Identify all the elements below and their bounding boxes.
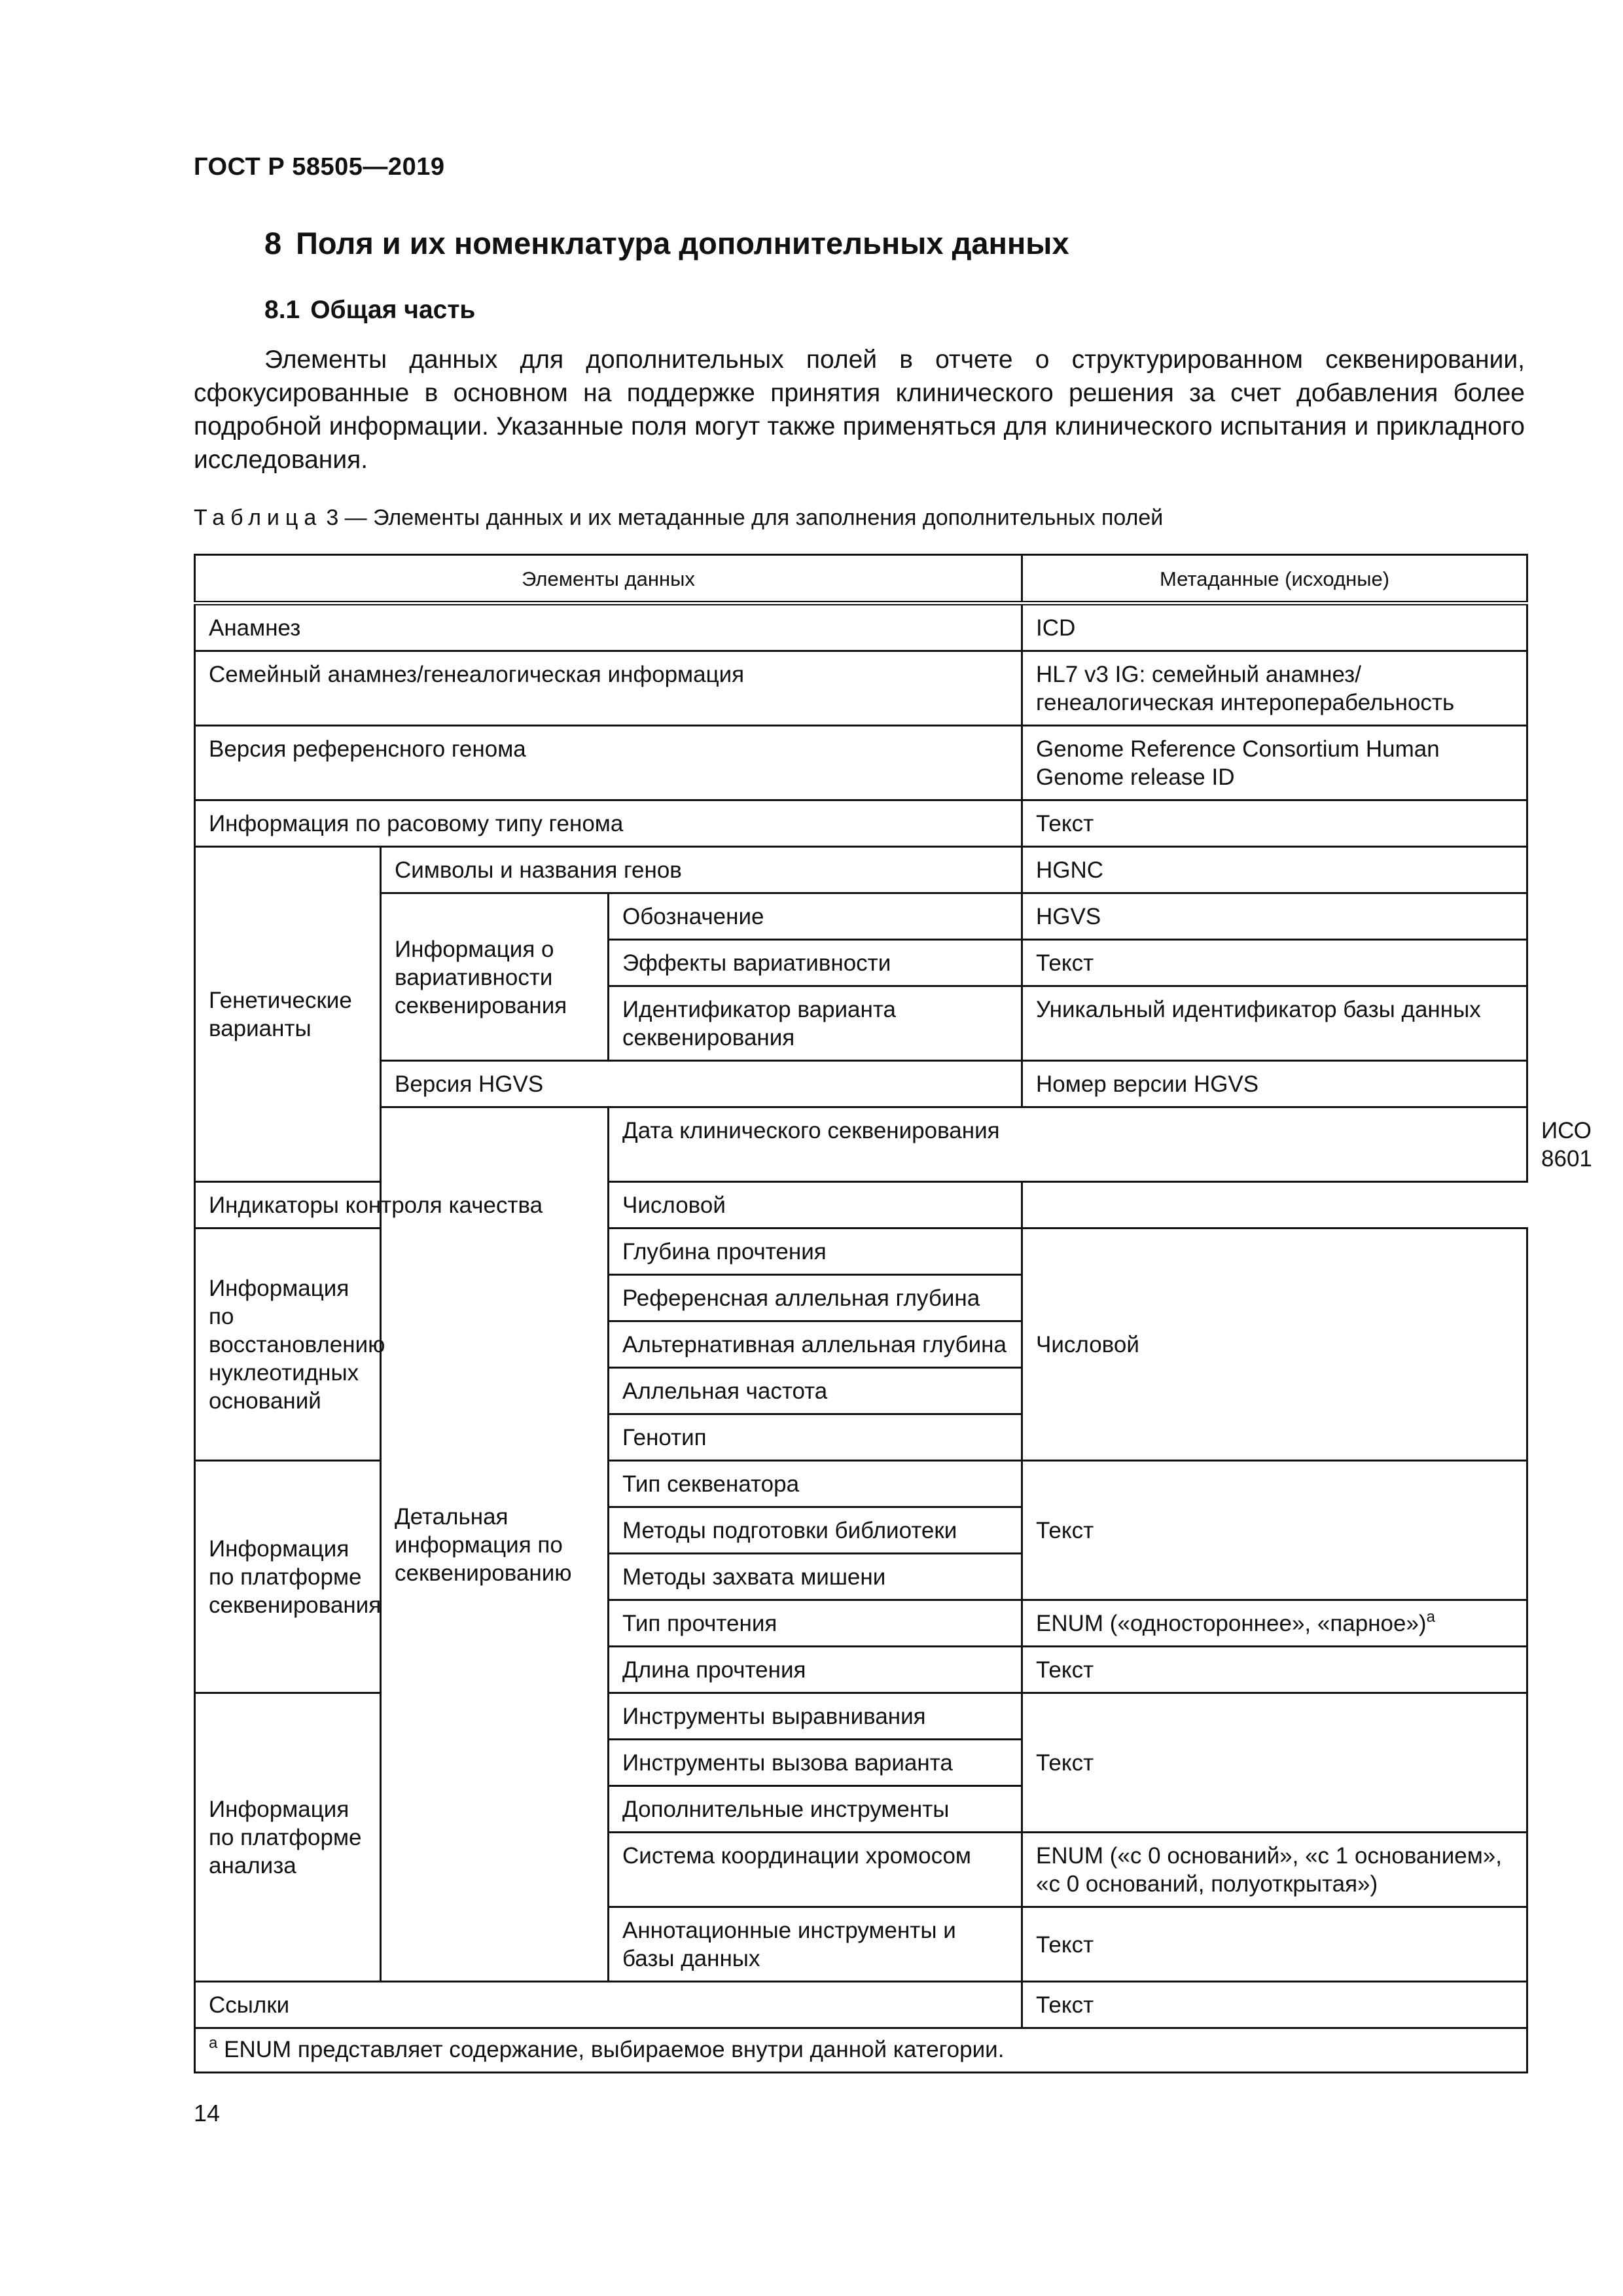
table-caption: [194, 505, 1163, 531]
table-footnote-row: [195, 2028, 1527, 2073]
cell-effects: Эффекты вариативности: [609, 940, 1022, 986]
cell-race-info-meta: Текст: [1022, 800, 1527, 847]
document-code: ГОСТ Р 58505—2019: [194, 153, 445, 181]
table-row: [195, 651, 1527, 726]
table-caption-text: 3 — Элементы данных и их метаданные для заполнения дополнительных полей: [326, 505, 1164, 530]
footnote-marker: a: [1426, 1608, 1435, 1626]
cell-detailed-group: Детальная информация по секвенированию: [381, 1107, 609, 1982]
table-row: [195, 893, 1527, 940]
cell-platform-group: Информация по платформе секвенирования: [195, 1461, 381, 1693]
cell-anamnesis: Анамнез: [195, 603, 1022, 651]
cell-variant-calling: Инструменты вызова варианта: [609, 1740, 1022, 1786]
page-number: 14: [194, 2100, 221, 2126]
subsection-title-text: Общая часть: [310, 296, 476, 324]
cell-reference-genome: Версия референсного генома: [195, 726, 1022, 800]
cell-annotation: Аннотационные инструменты и базы данных: [609, 1907, 1022, 1982]
cell-variability-group: Информация о вариативности секвенирования: [381, 893, 609, 1061]
data-elements-table: [194, 554, 1592, 2073]
table-row: [195, 1061, 1527, 1107]
cell-target-capture: Методы захвата мишени: [609, 1554, 1022, 1600]
cell-gene-symbols-meta: HGNC: [1022, 847, 1527, 893]
cell-coordinates: Система координации хромосом: [609, 1833, 1022, 1907]
table-row: [195, 1182, 1527, 1229]
cell-notation: Обозначение: [609, 893, 1022, 940]
cell-genetic-variants-group: Генетические варианты: [195, 847, 381, 1182]
section-title-text: Поля и их номенклатура дополнительных данных: [296, 226, 1069, 260]
cell-annotation-meta: Текст: [1022, 1907, 1527, 1982]
cell-recovery-meta: Числовой: [1022, 1229, 1527, 1461]
cell-race-info: Информация по расовому типу генома: [195, 800, 1022, 847]
section-number: 8: [264, 226, 282, 260]
footnote-marker: a: [209, 2034, 218, 2052]
cell-references-meta: Текст: [1022, 1982, 1527, 2028]
table-row: [195, 603, 1527, 651]
cell-analysis-group: Информация по платформе анализа: [195, 1693, 381, 1982]
cell-qc-meta: Числовой: [609, 1182, 1022, 1229]
cell-read-length: Длина прочтения: [609, 1647, 1022, 1693]
cell-recovery-item: Референсная аллельная глубина: [609, 1275, 1022, 1321]
cell-alignment: Инструменты выравнивания: [609, 1693, 1022, 1740]
cell-anamnesis-meta: ICD: [1022, 603, 1527, 651]
cell-family-history: Семейный анамнез/генеалогическая информация: [195, 651, 1022, 726]
cell-tools-meta: Текст: [1022, 1693, 1527, 1833]
cell-gene-symbols: Символы и названия генов: [381, 847, 1022, 893]
cell-platform-meta: Текст: [1022, 1461, 1527, 1600]
cell-library-prep: Методы подготовки библиотеки: [609, 1507, 1022, 1554]
read-type-meta-text: ENUM («одностороннее», «парное»): [1036, 1611, 1427, 1636]
intro-paragraph: Элементы данных для дополнительных полей в отчете о структурированном секвенировании, сфокусированные в основном на поддержке принятия клинического решения за счет добавления более подробной информации. Указанные поля могут также применяться для клинического испытания и прикладного исследования.: [194, 346, 1525, 474]
cell-recovery-item: Генотип: [609, 1414, 1022, 1461]
cell-hgvs-version-meta: Номер версии HGVS: [1022, 1061, 1527, 1107]
table-header-row: [195, 555, 1527, 603]
table-row: [195, 800, 1527, 847]
header-elements: Элементы данных: [195, 555, 1022, 603]
cell-family-history-meta: HL7 v3 IG: семейный анамнез/генеалогическая интероперабельность: [1022, 651, 1527, 726]
cell-variant-id-meta: Уникальный идентификатор базы данных: [1022, 986, 1527, 1061]
table-row: [195, 1982, 1527, 2028]
cell-qc: Индикаторы контроля качества: [195, 1182, 609, 1229]
cell-recovery-item: Альтернативная аллельная глубина: [609, 1321, 1022, 1368]
header-metadata: Метаданные (исходные): [1022, 555, 1527, 603]
cell-hgvs-version: Версия HGVS: [381, 1061, 1022, 1107]
table-row: [195, 847, 1527, 893]
cell-variant-id: Идентификатор варианта секвенирования: [609, 986, 1022, 1061]
cell-reference-genome-meta: Genome Reference Consortium Human Genome release ID: [1022, 726, 1527, 800]
cell-read-type-meta: [1022, 1600, 1527, 1647]
cell-coordinates-meta: ENUM («с 0 оснований», «с 1 основанием», «с 0 оснований, полуоткрытая»): [1022, 1833, 1527, 1907]
table-caption-word: Таблица: [194, 505, 323, 530]
table-row: [195, 726, 1527, 800]
cell-references: Ссылки: [195, 1982, 1022, 2028]
cell-sequencer-type: Тип секвенатора: [609, 1461, 1022, 1507]
table-row: Детальная информация по секвенированию Дата клинического секвенирования ИСО 8601: [195, 1107, 1527, 1182]
footnote-text: ENUM представляет содержание, выбираемое внутри данной категории.: [224, 2037, 1005, 2062]
cell-recovery-item: Аллельная частота: [609, 1368, 1022, 1414]
subsection-number: 8.1: [264, 296, 300, 324]
cell-notation-meta: HGVS: [1022, 893, 1527, 940]
cell-read-length-meta: Текст: [1022, 1647, 1527, 1693]
cell-recovery-group: Информация по восстановлению нуклеотидных оснований: [195, 1229, 381, 1461]
cell-additional-tools: Дополнительные инструменты: [609, 1786, 1022, 1833]
subsection-title: [264, 296, 475, 325]
cell-date: Дата клинического секвенирования: [609, 1107, 1527, 1182]
cell-recovery-item: Глубина прочтения: [609, 1229, 1022, 1275]
table-footnote: [195, 2028, 1527, 2073]
cell-read-type: Тип прочтения: [609, 1600, 1022, 1647]
cell-effects-meta: Текст: [1022, 940, 1527, 986]
section-title: [264, 225, 1069, 261]
